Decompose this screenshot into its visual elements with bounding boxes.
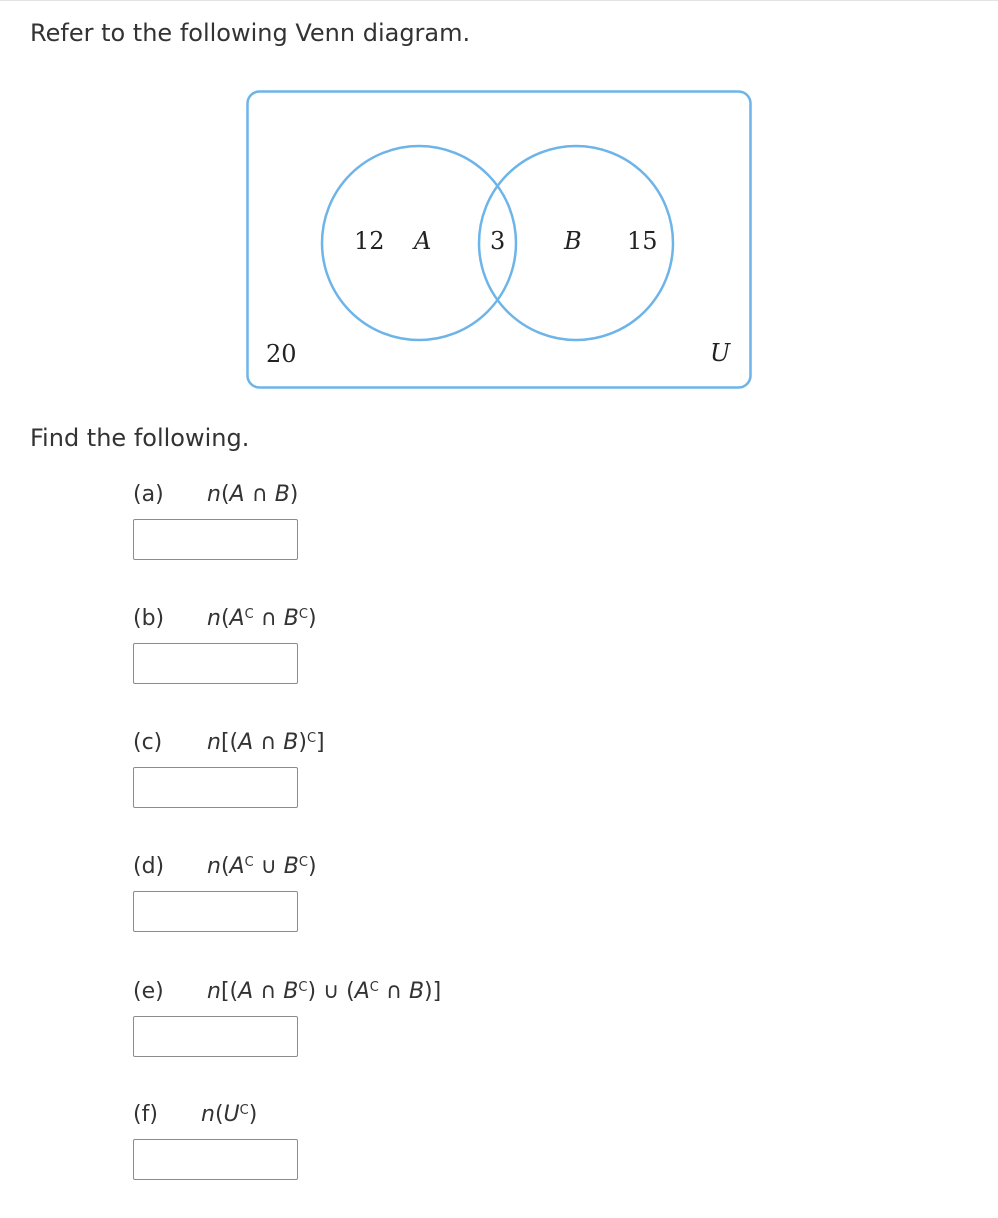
part-c-label — [133, 729, 325, 757]
part-b-label — [133, 605, 317, 633]
part-c-letter: (c) — [133, 730, 163, 755]
part-f-label — [133, 1101, 298, 1129]
part-a-label — [133, 481, 298, 509]
b-only-value: 15 — [627, 227, 658, 255]
part-b — [133, 605, 317, 684]
part-d — [133, 853, 317, 932]
part-c — [133, 729, 325, 808]
set-a-label: A — [414, 227, 432, 255]
outside-value: 20 — [266, 340, 297, 368]
part-f-letter: (f) — [133, 1102, 158, 1127]
part-b-expression: $n(A^C$ ∩ $B^C$) — [207, 606, 317, 631]
answer-d-input[interactable] — [133, 891, 298, 932]
part-c-expression: n[(A ∩ B)$^C$] — [207, 730, 325, 755]
a-only-value: 12 — [354, 227, 385, 255]
set-b-label: B — [564, 227, 582, 255]
intro-text: Refer to the following Venn diagram. — [30, 19, 471, 47]
part-a-letter: (a) — [133, 482, 164, 507]
part-f — [133, 1101, 298, 1180]
top-divider — [0, 0, 998, 1]
part-d-letter: (d) — [133, 854, 165, 879]
answer-e-input[interactable] — [133, 1016, 298, 1057]
answer-a-input[interactable] — [133, 519, 298, 560]
part-f-expression: $n(U^C)$ — [201, 1102, 258, 1127]
answer-b-input[interactable] — [133, 643, 298, 684]
venn-diagram — [246, 90, 752, 390]
intersection-value: 3 — [490, 227, 506, 255]
part-a — [133, 481, 298, 560]
answer-f-input[interactable] — [133, 1139, 298, 1180]
part-e-label — [133, 978, 441, 1006]
part-e-expression: n[(A ∩ $B^C$) ∪ ($A^C$ ∩ B)] — [207, 979, 442, 1004]
part-d-label — [133, 853, 317, 881]
part-d-expression: $n(A^C$ ∪ $B^C$) — [207, 854, 317, 879]
universe-label: U — [710, 339, 731, 367]
part-a-expression: n(A ∩ B) — [207, 482, 299, 507]
part-e-letter: (e) — [133, 979, 164, 1004]
instruction-text: Find the following. — [30, 424, 250, 452]
part-b-letter: (b) — [133, 606, 165, 631]
answer-c-input[interactable] — [133, 767, 298, 808]
part-e — [133, 978, 441, 1057]
